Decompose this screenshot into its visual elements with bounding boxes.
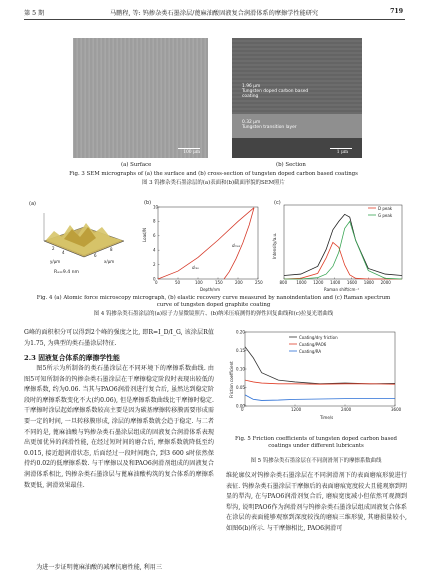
fig4b-x-tick-label: 50 (175, 280, 181, 285)
fig4a-label: (a) (29, 201, 36, 207)
legend-dry: Coating/dry friction (299, 335, 338, 340)
legend-g-peak: G peak (378, 213, 393, 218)
fig4c-series-g-peak (284, 221, 402, 279)
continuation-paragraph: G峰的面积积分可以得到2个峰的强度之比, 即R=I_D/I_G, 该涂层R值为1.75, 为典型的类石墨涂层特征. (24, 329, 214, 347)
afm-tick-4: 4 (62, 250, 65, 255)
fig5-x-tick-label: 2400 (341, 407, 352, 412)
fig4c-x-tick-label: 1600 (346, 280, 358, 285)
transition-label: Tungsten transition layer (242, 125, 297, 130)
afm-ra: Rₐ=9.4 nm (54, 270, 79, 275)
fig5-y-tick-label: 0.05 (236, 384, 245, 390)
transition-thickness: 0.32 μm (242, 120, 261, 125)
fig4b-x-label: Depth/nm (200, 287, 220, 292)
body-paragraph-1 (24, 364, 214, 491)
fig4b-y-tick-label: 6 (153, 233, 156, 239)
fig5-y-label: Friction coefficient (229, 361, 234, 398)
fig4b-y-tick-label: 4 (153, 247, 156, 253)
sem-background-region (232, 38, 362, 114)
fig4b-label: (b) (144, 200, 152, 206)
fig4c-x-tick-label: 1800 (363, 280, 374, 285)
fig4b-x-tick-label: 150 (215, 280, 223, 285)
coating-thickness: 1.96 μm (242, 84, 261, 89)
section-heading: 2.3 固液复合体系的摩擦学性能 (24, 354, 120, 362)
body-paragraph-2 (24, 563, 214, 574)
afm-x-label: x/μm (104, 259, 115, 264)
fig3-caption-en: Fig. 3 SEM micrographs of (a) the surface and (b) cross-section of tungsten doped carbon based coatings (69, 171, 358, 177)
running-title: 马鹏程, 等: 钨掺杂类石墨涂层/蓖麻油酸固液复合润滑体系的摩擦学性能研究 (110, 10, 319, 17)
fig4b-y-tick-label: 2 (153, 261, 156, 267)
fig4c-x-tick-label: 1400 (330, 280, 341, 285)
fig4c-x-tick-label: 2000 (380, 280, 391, 285)
fig4c-series-spectrum (284, 214, 402, 275)
scale-bar-label: 1 μm (336, 150, 348, 155)
afm-tick-8: 8 (110, 247, 113, 252)
fig4b-y-tick-label: 10 (153, 204, 159, 210)
fig5-y-tick-label: 0.00 (236, 403, 245, 409)
fig4-caption-en: Fig. 4 (a) Atomic force microscopy micrograph, (b) elastic recovery curve measured by nanoindentation and (c) Raman spectrum curve of tungsten doped graphite coating (36, 295, 391, 309)
fig5-x-label: Time/s (320, 415, 334, 420)
coating-label: Tungsten doped carbon based coating (242, 89, 309, 99)
fig4c-y-label: Intensity/a.u. (272, 232, 277, 259)
fig5-x-tick-label: 1200 (291, 407, 302, 412)
sem-surface-image (73, 38, 208, 158)
scale-bar-label: 100 μm (183, 150, 200, 155)
fig5-y-tick-label: 0.15 (236, 347, 245, 353)
fig4b-y-tick-label: 8 (153, 218, 156, 224)
fig4b-y-label: Load/N (142, 228, 147, 242)
header-rule (24, 19, 405, 20)
afm-tick-2: 2 (52, 246, 55, 251)
fig4b-x-tick-label: 100 (195, 280, 203, 285)
fig5-x-tick-label: 0 (241, 407, 244, 412)
fig3-caption-zh: 图 3 钨掺杂类石墨涂层的(a)表面和(b)截面形貌的SEM照片 (142, 180, 285, 186)
paragraph-1-text: 图5所示为所制备的类石墨涂层在不同环境下的摩擦系数曲线. 由图5可知所制备的钨掺杂类石墨涂层在干摩擦稳定阶段时表现出较低的摩擦系数, 约为0.06. 当其与PAO6润滑剂进行复合后, 虽然达到稳定阶段时的摩擦系数变化不大(约0.06), 但是摩擦系数曲线比干摩擦时稳定. 干摩擦时涂层起始摩擦系数较高主要是因为碳基摩擦转移膜需要形成需要一定的时间, 一旦转移膜形成, 涂层的摩擦系数就会趋于稳定. 与二者不同的是, 蓖麻油酸与钨掺杂类石墨涂层组成的固液复合润滑体系表现出更加优异的润滑性能, 在经过短时间的磨合后, 摩擦系数就降低至约0.015, 接近超润滑状态, 后面经过一段时间跑合, 到3 600 s时依然保持约0.02的低摩擦系数. 与干摩擦以及和PAO6润滑剂组成的固液复合润滑体系相比, 钨掺杂类石墨涂层与蓖麻油酸构筑的复合体系的摩擦系数更低, 润滑效果最佳. (24, 365, 214, 489)
fig4c-x-tick-label: 1200 (313, 280, 324, 285)
issue-number: 第 5 期 (24, 10, 45, 17)
fig4b-dres: dᵣₑₛ (192, 265, 199, 270)
fig4-caption-zh: 图 4 钨掺杂类石墨涂层的(a)原子力显微镜照片、(b)纳米压痕测得的弹性回复曲线和(c)拉曼光谱曲线 (93, 311, 334, 317)
fig4c-label: (c) (274, 200, 281, 206)
fig5-caption-en: Fig. 5 Friction coefficients of tungsten doped carbon based coatings under different lubricants (234, 436, 397, 450)
legend-d-peak: D peak (378, 206, 393, 211)
scale-bar-line (178, 148, 200, 149)
fig5-y-tick-label: 0.20 (236, 329, 245, 335)
nanoindentation-chart (140, 197, 268, 293)
afm-surface-plot (24, 197, 136, 289)
fig4b-y-tick-label: 0 (153, 276, 156, 282)
afm-tick-6: 6 (94, 253, 97, 258)
right-column-paragraph: 维轮廓仪对钨掺杂类石墨涂层在不同润滑剂下的表面磨痕形貌进行表征. 钨掺杂类石墨涂层干摩擦后的表面磨痕宽度较大且能观察到明显的犁沟, 在与PAO6润滑剂复合后, 磨痕宽度减小但依然可观测到犁沟, 说明PAO6作为润滑剂与钨掺杂类石墨涂层组成固液复合体系在涂层的表面能够观察到深度较浅的磨痕三维形貌, 其磨损量较小, 如图6(b)所示. 与干摩擦相比, PAO6润滑可 (226, 472, 407, 532)
fig4c-x-label: Raman shift/cm⁻¹ (324, 287, 360, 292)
fig4b-x-tick-label: 200 (235, 280, 243, 285)
fig5-series-ra (245, 395, 395, 401)
legend-pao6: Coating/PAO6 (299, 342, 327, 347)
fig4c-x-tick-label: 800 (279, 280, 288, 285)
friction-chart (225, 328, 405, 420)
paragraph-2-text: 为进一步证明蓖麻油酸的减摩抗磨性能, 利用三 (36, 564, 162, 571)
sem-section-image (232, 38, 362, 158)
fig3-a-label: (a) Surface (121, 162, 152, 168)
fig4c-x-tick-label: 1000 (296, 280, 307, 285)
fig3-b-label: (b) Section (276, 162, 306, 168)
fig5-x-tick-label: 3600 (391, 407, 402, 412)
fig4b-x-tick-label: 250 (255, 280, 263, 285)
afm-y-label: y/μm (50, 259, 61, 264)
fig5-y-tick-label: 0.10 (236, 366, 245, 372)
fig4b-dmax: dₘₐₓ (232, 243, 241, 248)
page-number: 719 (390, 8, 403, 15)
raman-chart (268, 197, 408, 293)
scale-bar-line (330, 148, 352, 149)
fig4b-x-tick-label: 0 (155, 280, 158, 285)
legend-ra: Coating/RA (299, 349, 322, 354)
fig5-caption-zh: 图 5 钨掺杂类石墨涂层在不同润滑剂下的摩擦系数曲线 (250, 458, 382, 464)
